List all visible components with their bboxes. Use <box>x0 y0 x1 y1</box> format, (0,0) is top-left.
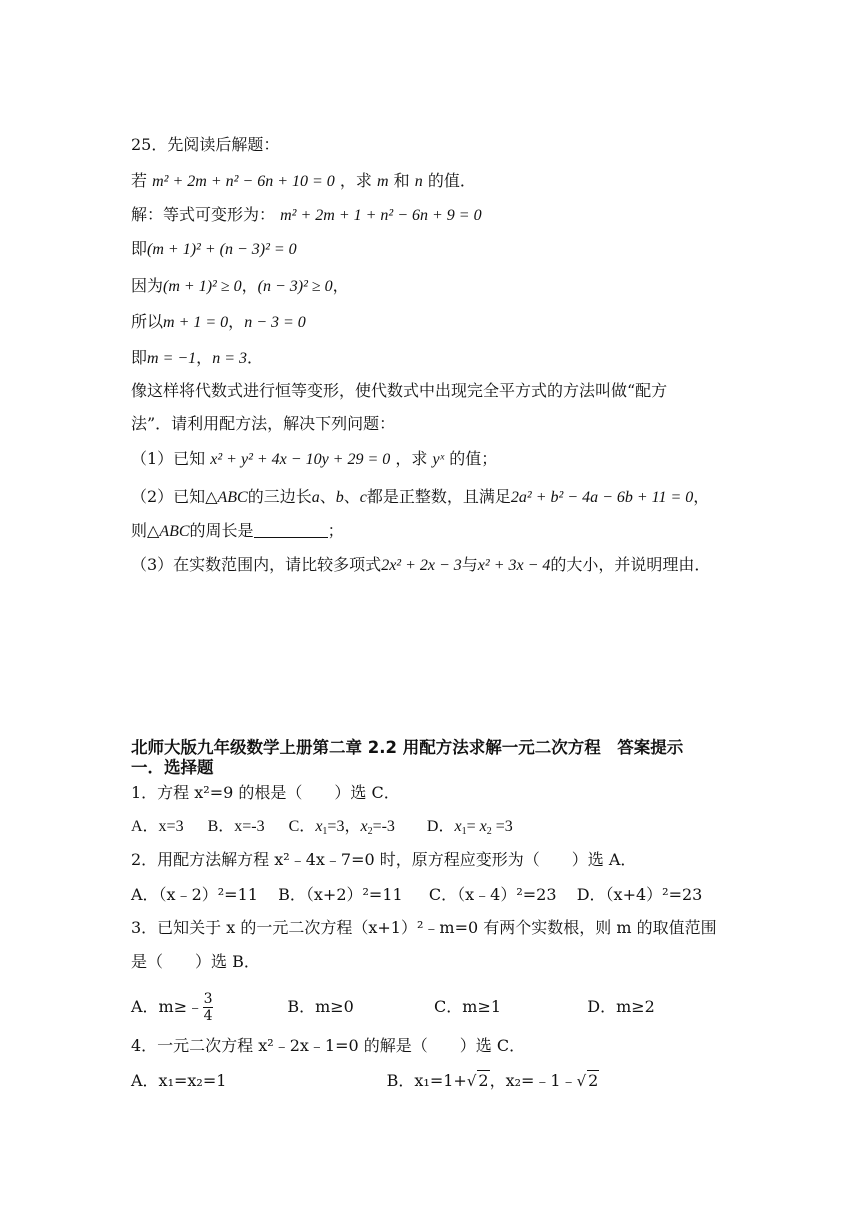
q4-text: 4．一元二次方程 x²﹣2x﹣1=0 的解是（ ）选 C． <box>131 1036 526 1055</box>
q1-option-a: A．x=3 <box>131 818 184 835</box>
side-b: b <box>335 489 344 506</box>
value: =-3 <box>372 818 395 835</box>
subscript: 2 <box>486 826 492 837</box>
q2-text: 2．用配方法解方程 x²﹣4x﹣7=0 时，原方程应变形为（ ）选 A． <box>131 850 637 869</box>
var-m: m <box>377 173 389 190</box>
answer-q1-options <box>131 817 513 837</box>
q25-header-text: 25．先阅读后解题： <box>131 135 280 154</box>
inequality-1: (m + 1)² ≥ 0 <box>163 278 242 295</box>
q25-solution <box>131 205 482 226</box>
radicand: 2 <box>588 1071 599 1090</box>
explain-text-1: 像这样将代数式进行恒等变形，使代数式中出现完全平方式的方法叫做“配方 <box>131 381 668 400</box>
q3-text-2: 是（ ）选 B． <box>131 952 260 971</box>
q25-part1 <box>131 449 497 470</box>
sqrt-icon: √ <box>466 1072 477 1090</box>
part1-prefix: （1）已知 <box>131 449 206 468</box>
answer-n: n = 3 <box>212 350 247 367</box>
part1-equation: x² + y² + 4x − 10y + 29 = 0 <box>210 451 391 468</box>
value: =3， <box>327 818 361 835</box>
part3-suffix: 的大小，并说明理由． <box>550 555 711 574</box>
triangle-abc: △ABC <box>147 523 190 540</box>
part3-poly-2: x² + 3x − 4 <box>477 557 551 574</box>
answer-q3-line1 <box>131 918 717 938</box>
subscript: 1 <box>322 826 328 837</box>
q2-option-c: C．（x﹣4）²=23 <box>428 885 557 904</box>
q1-option-b: B．x=-3 <box>207 818 265 835</box>
q25-explain-2 <box>131 414 395 434</box>
given-suffix: 的值． <box>427 171 476 190</box>
answer-blank[interactable] <box>254 523 328 538</box>
comma: ， <box>228 312 245 331</box>
var-n: n <box>414 173 423 190</box>
answer-m: m = −1 <box>147 350 197 367</box>
part1-suffix: 的值； <box>449 449 498 468</box>
q25-step3 <box>131 276 349 297</box>
answer-q3-line2 <box>131 952 260 972</box>
var-x: x <box>479 818 487 835</box>
subscript: 2 <box>367 826 373 837</box>
given-prefix: 若 <box>131 171 148 190</box>
answer-q4 <box>131 1036 525 1056</box>
and-text: 和 <box>393 171 410 190</box>
result-2: n − 3 = 0 <box>244 314 306 331</box>
q1-option-c <box>289 818 395 835</box>
q2-option-d: D．（x+4）²=23 <box>576 885 703 904</box>
part2-mid2: 都是正整数，且满足 <box>366 487 511 506</box>
solution-equation: m² + 2m + 1 + n² − 6n + 9 = 0 <box>280 207 482 224</box>
comma: ， <box>241 276 258 295</box>
var-x: x <box>360 818 368 835</box>
fraction <box>203 991 213 1024</box>
result-1: m + 1 = 0 <box>163 314 229 331</box>
q25-part2-line2 <box>131 521 344 542</box>
answer-q1 <box>131 783 400 803</box>
part2-line2-mid: 的周长是 <box>189 521 254 540</box>
q3-option-a <box>131 991 213 1024</box>
radicand: 2 <box>478 1071 489 1090</box>
answers-title <box>131 738 683 758</box>
side-a: a <box>311 489 320 506</box>
sqrt-icon: √ <box>576 1072 587 1090</box>
solution-prefix: 解：等式可变形为： <box>131 205 276 224</box>
value: =3 <box>491 818 513 835</box>
q2-option-b: B．（x+2）²=11 <box>278 885 403 904</box>
inequality-2: (n − 3)² ≥ 0 <box>257 278 333 295</box>
q1-text: 1．方程 x²=9 的根是（ ）选 C． <box>131 783 400 802</box>
section-heading: 一．选择题 <box>131 758 214 777</box>
q3-option-b: B．m≥0 <box>287 997 354 1016</box>
part2-line2-end: ； <box>327 521 344 540</box>
subscript: 1 <box>461 826 467 837</box>
q25-step2 <box>131 239 297 260</box>
q25-part2 <box>131 487 709 508</box>
q25-header <box>131 135 279 155</box>
var-x: x <box>454 818 462 835</box>
part3-poly-1: 2x² + 2x − 3 <box>381 557 462 574</box>
ji-text: 即 <box>131 348 148 367</box>
part1-expression: yˣ <box>432 451 445 468</box>
numerator: 3 <box>203 991 213 1007</box>
q25-given <box>131 171 476 192</box>
answer-q3-options <box>131 990 655 1024</box>
part3-prefix: （3）在实数范围内，请比较多项式 <box>131 555 382 574</box>
separator: 、 <box>319 487 336 506</box>
q25-step5 <box>131 348 263 369</box>
part2-equation: 2a² + b² − 4a − 6b + 11 = 0 <box>510 489 694 506</box>
q2-option-a: A．（x﹣2）²=11 <box>131 885 258 904</box>
part2-mid: 的三边长 <box>247 487 312 506</box>
period: ． <box>246 348 263 367</box>
option-label: D． <box>426 818 455 835</box>
q4-option-a: A．x₁=x₂=1 <box>131 1071 227 1090</box>
given-equation: m² + 2m + n² − 6n + 10 = 0 <box>152 173 335 190</box>
part2-line2-prefix: 则 <box>131 521 148 540</box>
part2-end: ， <box>693 487 710 506</box>
answers-section <box>131 758 214 778</box>
comma: ， <box>332 276 349 295</box>
part1-mid: ，求 <box>395 449 428 468</box>
part2-prefix: （2）已知 <box>131 487 206 506</box>
part3-mid: 与 <box>461 555 478 574</box>
option-label: B．x₁=1+ <box>386 1071 467 1090</box>
q3-text-1: 3．已知关于 x 的一元二次方程（x+1）²﹣m=0 有两个实数根，则 m 的取值范围 <box>131 918 717 937</box>
answers-title-text: 北师大版九年级数学上册第二章 2.2 用配方法求解一元二次方程 答案提示 <box>131 738 684 757</box>
given-mid: ，求 <box>339 171 372 190</box>
comma: ， <box>196 348 213 367</box>
separator: 、 <box>343 487 360 506</box>
so-text: 所以 <box>131 312 164 331</box>
because-text: 因为 <box>131 276 164 295</box>
step2-equation: (m + 1)² + (n − 3)² = 0 <box>147 241 297 258</box>
answer-q4-options <box>131 1070 599 1091</box>
var-x: x <box>315 818 323 835</box>
q1-option-d <box>427 818 513 835</box>
equals: = <box>466 818 480 835</box>
option-label: C． <box>288 818 316 835</box>
ji-text: 即 <box>131 239 148 258</box>
side-c: c <box>359 489 367 506</box>
answer-q2-options <box>131 885 702 905</box>
denominator: 4 <box>203 1008 213 1024</box>
q25-step4 <box>131 312 306 333</box>
answer-q2 <box>131 850 636 870</box>
q3-option-c: C．m≥1 <box>434 997 502 1016</box>
triangle-abc: △ABC <box>205 489 248 506</box>
q4-option-b <box>387 1071 600 1090</box>
q25-explain-1 <box>131 381 667 401</box>
option-label: A．m≥﹣ <box>131 997 204 1016</box>
explain-text-2: 法”．请利用配方法，解决下列问题： <box>131 414 396 433</box>
q25-part3 <box>131 555 710 576</box>
q3-option-d: D．m≥2 <box>587 997 655 1016</box>
mid-text: ，x₂=﹣1﹣ <box>489 1071 577 1090</box>
